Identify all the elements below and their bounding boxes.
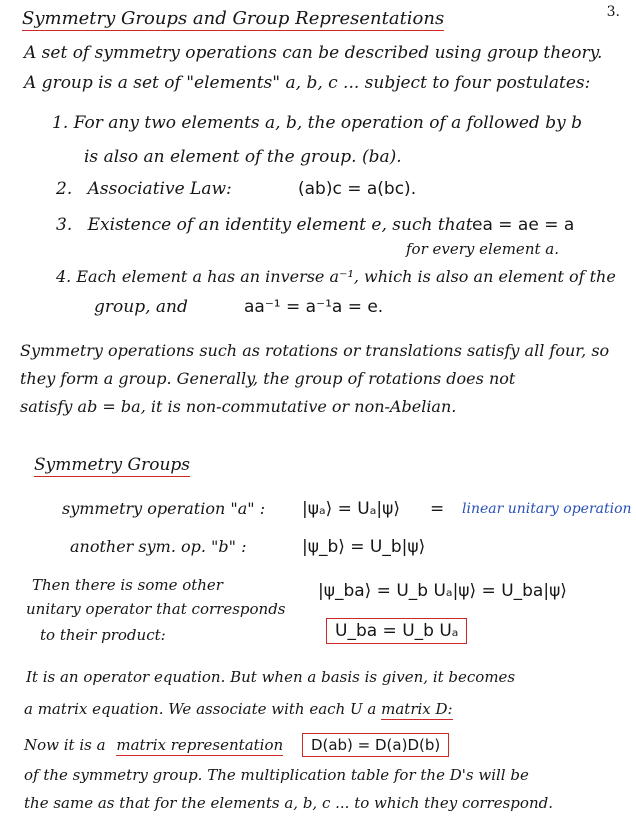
associative-law-eq: (ab)c = a(bc).: [298, 179, 417, 199]
postulate-3: 3. Existence of an identity element e, such that: [56, 215, 473, 235]
closing-line-3: Now it is a matrix representation D(ab) = D(a)D(b): [24, 734, 449, 756]
op-a-note: linear unitary operation: [462, 501, 632, 517]
product-eq: |ψ_ba⟩ = U_b Uₐ|ψ⟩ = U_ba|ψ⟩: [318, 581, 567, 601]
postulate-1: 1. For any two elements a, b, the operation of a followed by b: [52, 113, 582, 133]
closing-line-5: the same as that for the elements a, b, c ... to which they correspond.: [24, 794, 553, 812]
intro-line-1: A set of symmetry operations can be described using group theory.: [24, 43, 603, 63]
inverse-eq: aa⁻¹ = a⁻¹a = e.: [244, 297, 384, 317]
page-number: 3.: [606, 4, 620, 20]
closing-line-1: It is an operator equation. But when a basis is given, it becomes: [26, 668, 516, 686]
op-b-eq: |ψ_b⟩ = U_b|ψ⟩: [302, 537, 426, 557]
op-b-label: another sym. op. "b" :: [70, 537, 247, 556]
postulate-4: 4. Each element a has an inverse a⁻¹, which is also an element of the: [56, 267, 616, 286]
postulate-1-cont: is also an element of the group. (ba).: [84, 147, 402, 167]
then-line-2: unitary operator that corresponds: [26, 600, 286, 618]
page-title: Symmetry Groups and Group Representations: [22, 8, 445, 29]
boxed-product-eq: U_ba = U_b Uₐ: [326, 620, 467, 642]
closing-line-4: of the symmetry group. The multiplication table for the D's will be: [24, 766, 529, 784]
op-a-eq: |ψₐ⟩ = Uₐ|ψ⟩: [302, 499, 400, 519]
paragraph-line-2: they form a group. Generally, the group of rotations does not: [20, 369, 516, 388]
op-a-equals: =: [430, 499, 445, 519]
then-line-3: to their product:: [40, 626, 166, 644]
then-line-1: Then there is some other: [32, 576, 223, 594]
postulate-3-cont: for every element a.: [406, 240, 559, 258]
op-a-label: symmetry operation "a" :: [62, 499, 266, 518]
section-heading: Symmetry Groups: [34, 455, 191, 475]
paragraph-line-1: Symmetry operations such as rotations or translations satisfy all four, so: [20, 341, 610, 360]
closing-line-2: a matrix equation. We associate with each U a matrix D:: [24, 700, 453, 718]
paragraph-line-3: satisfy ab = ba, it is non-commutative or non-Abelian.: [20, 397, 457, 416]
postulate-2: 2. Associative Law:: [56, 179, 232, 199]
intro-line-2: A group is a set of "elements" a, b, c ... subject to four postulates:: [24, 73, 591, 93]
identity-eq: ea = ae = a: [472, 215, 575, 235]
postulate-4-cont: group, and: [94, 297, 188, 317]
